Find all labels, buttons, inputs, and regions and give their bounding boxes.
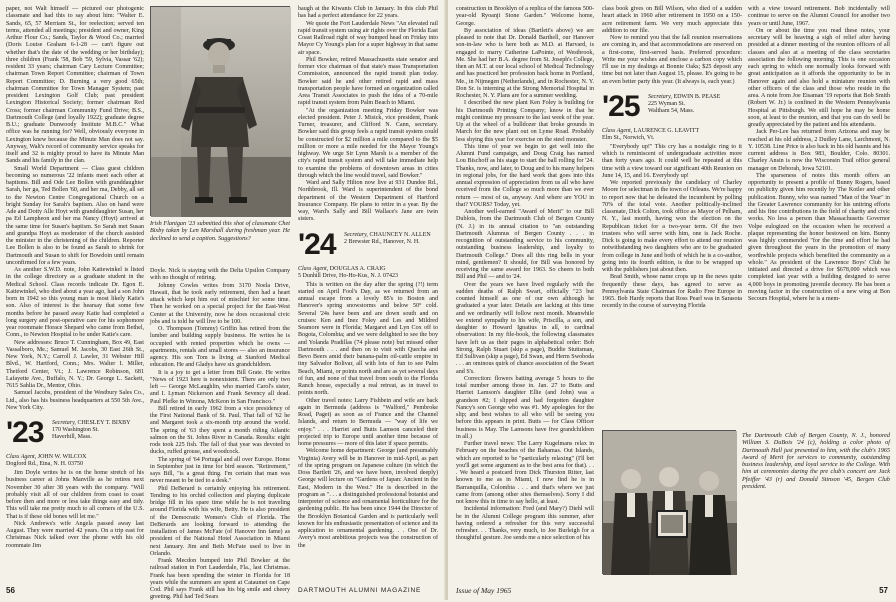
agent-address: Dogford Rd., Etna, N. H. 03750	[6, 461, 83, 467]
paragraph: This is written on the day after the spring (?!) term started on April Fool's Day, as we returned from an annual escape from a lovely 85's to Boston and Hanover's spring snowstorms and below 50° cold. Several '24s have been and are down south and on cruises: Ken and Inez Foley and Les and Mildred Seamore were in Florida; Margaret and Lyn Cox off to Bogota, Colombia; and we were delighted to see the boy and Yolanda Pradillas (74 please note) but missed other Dartmouth . . . and then on to visit with Quecha and Bevo Beers amid their banana-palm oil-cattle empire in tiny Salvador Bolivar, all with lots of fun to see Palm Beach, Miami, or points north and are as yet several days of fun, and none of that travel from south to the Florida Ranch house, especially a real retreat, as in travel to points north.	[298, 281, 438, 397]
running-head: DARTMOUTH ALUMNI MAGAZINE	[298, 587, 422, 594]
photo-caption-left: Irish Flanigan '23 submitted this shot of classmate Chet Bixby taken by Len Marshall during freshman year. He declined to send a caption. Suggestions?	[150, 220, 290, 242]
paragraph: By association of ideas (Bartlett's above) we are pleased to note that Dr. Donald Barthell, our Hanover son-in-law who is here both as M.D. at Harvard, is engaged to marry Catherine LaPointe, of Westbrook, Me. She had her B.A. degree from St. Joseph's College, then an M.T. at our local school of Medical Technology and has practiced her profession back home in Portland, Me., in Nijmegen (Netherlands), and in Rochester, N. Y. Don Sr. is interning at the Strong Memorial Hospital in Rochester, N. Y. Plans are for a summer wedding.	[456, 27, 594, 99]
photo-award-of-merit	[602, 430, 736, 574]
paragraph: Phil Bowker, retired Massachusetts state senator and former vice chairman of that state's mass Transportation Commission, announced the rapid transit plan today. Bowker said he and other retired rapid and mass transportation people have formed an organization called Area Transit Associates to push the idea of a 70-mile rapid transit system from Palm Beach to Miami.	[298, 56, 438, 107]
page-number-left: 56	[6, 586, 15, 595]
paragraph: with a view toward retirement. Bob incidentally will continue to serve on the Alumni Council for another two years or until June, 1967.	[748, 6, 890, 27]
secretary-name: EDWIN B. PEASE	[673, 93, 721, 100]
agent-label: Class Agent,	[6, 454, 37, 460]
paragraph: The sparseness of notes this month offers an opportunity to present a profile of Bunny Rogers, based on publicity given him recently by The Kotler and other publication. Bunny, who was named "Man of the Year" in the Greater Lawrence community for his untiring efforts and his fine contributions in the field of charity and civic works. No less a person than Massachusetts Governor Volpe eulogized on the occasion when he received a plaque representing the honor bestowed on him. Bunny was highly commended "for the time and effort he had given throughout the years in the promotion of many worthwhile projects which benefited the community as a whole." As president of the Lawrence Boys' Club he initiated and directed a drive for $678,000 which was completed last year with a building designed to serve 4,000 boys in promoting juvenile decency. He has been a moving factor in the construction of a new wing at Bon Secours Hospital, where he is a mem-	[748, 172, 890, 302]
issue-date: Issue of May 1965	[456, 586, 512, 595]
paragraph: The spring of '64 Portugal and all over Europe. Home in September just in time for bird season. "Retirement," says Bill, "is a great thing. I'm certain that man was never meant to be tied to a desk."	[150, 456, 290, 485]
paragraph: Ward and Sally Hilton now live at 931 Dundee Rd., Northbrook, Ill. Ward is superintendent of the bond department of the Western Department of Hartford Insurance Company. He plans to retire in a year. By the way, Ward's Sally and Bill Wallace's Jane are twin sisters.	[298, 180, 438, 223]
class-agent	[602, 128, 742, 142]
right-column-2	[602, 6, 742, 426]
class-secretary	[52, 420, 131, 441]
secretary-label: Secretary,	[648, 93, 672, 100]
agent-name: LAURENCE G. LEAVITT	[633, 127, 700, 134]
paragraph: Frank Mecdon bumped into Phil Bowker at the railroad station in Fort Lauderdale, Fla., last Christmas. Frank has been spending the winter in Florida for 18 years while the summers are spent at Cataumet on Cape Cod. Phil says Frank still has his big smile and cheery greeting. Phil had Ted Sears	[150, 558, 290, 601]
class-heading-1923	[6, 418, 144, 452]
paragraph: paper, not Walt himself — pictured our photogenic classmate and had this to say about him: "Walter E. Sands, 65, 57 Merriam St., for reelection; served ten terms, attended all meetings; president and owner, King Arthur Flour Co.; Sands, Taylor & Wood Co.; married (Doris Louise Graham 6-1-28 — can't figure out whether that's the date of the wedding or her birthday); three children (Frank '58, Bob '59, Sylvia, Vassar '62); resident 33 years; chairman Cary Lecture Committee; chairman Town Report Committee; chairman of Town Report Committee; D. Burning a very good 65th; chairman Committee for Town Manager System; past president Lexington Golf Club; past president Lexington Historical Society; former chairman Red Cross; former chairman Community Fund Drive; B.S., Dartmouth College (and loyally 1922); graduate degree B.U.; graduate Dunwoody Institute M.B.C." What office was he running for? Well, obviously everyone in Lexington knew because the Minute Man does not say. Anyway, Walt's record of community service speaks for itself and 32 is mighty proud to have its Minute Man Sands and his family in the clan.	[6, 6, 144, 165]
agent-address: Elm St., Norwich, Vt.	[602, 134, 655, 141]
paragraph: Further travel news: The Larry Kugelmans relax in February on the beaches of the Bahamas. Out Islands, which are reported to be "particularly relaxing" (I'll bet you'll get some argument as to the best area for that). . . . We heard a postcard from Dick Thurston Ritter, last known to me as in Miami, I now find he is in Barranquilla, Colombia . . . and that's where we just came from (among other sites themselves). Sorry I did not know this in time to say hello, at least.	[456, 441, 594, 505]
paragraph: Jim Doyle writes he is on the home stretch of his business career at Johns Manville as he retires next November 30 after 38 years with the company. "Will probably visit all of our children from coast to coast before then and more or less take things easy and tidy. This will take me pretty much to all corners of the U.S. That is if these old bones will let me."	[6, 470, 144, 520]
paragraph: Another well-earned "Award of Merit" to our Bill Dublois, from the Dartmouth Club of Bergen County (N. J.) in its annual citation to "an outstanding Dartmouth Alumnus of Bergen County . . . in recognition of outstanding service to his community, outstanding business leadership, and loyalty to Dartmouth College." Does all this ring bells in your mind, gentlemen? It should, for Bill was honored by receiving the same award for 1963. So cheers to both Bill and Phil — and to '24.	[456, 209, 594, 281]
photo-image	[151, 7, 291, 217]
paragraph: Jack Per-Lee has returned from Arizona and may be reached at his old address, 2 Dudley Lane, Larchmont, N. Y. 10538. Line Price is also back in his old haunts and his current address is Box 983, Boulder, Colo. 80301. Charley Ansin is now the Wisconsin Trail office general manager on Deborah, Iowa 52101.	[748, 129, 890, 172]
paragraph: Brad Smith, whose name crops up in the news quite frequently these days, has agreed to serve as Pennsylvania State Chairman for Radio Free Europe in 1965. Bob Hardy reports that Ross Pearl was in Sarasota recently in the course of surveying Florida	[602, 274, 742, 310]
paragraph: I described the new plant Ken Foley is building for his Dartmouth Printing Company; know in that he might continue my pressure to the last week of the year. Up at the wheel of a bulldozer that broke grounds in March for the new plant out on Lyme Road. Probably less shying this year for exercise on the steel monster.	[456, 100, 594, 143]
paragraph: Other travel notes: Larry Fishbein and wife are back again in Bermuda (address is "Walford," Pembroke Road, Paget) as soon as of France and the Channel Islands, and return to Bermuda — "way of life we enjoy." . . . Harriet and Butts Lamson canceled their projected trip to Europe until another time because of home pressures — more of this later if space permits.	[298, 397, 438, 447]
paragraph: Samuel Jacobs, president of the Westbury Sales Co., Ltd., also has his business headquarters at 550 5th Ave., New York City.	[6, 390, 144, 411]
paragraph: We quote the Fort Lauderdale News "An elevated rail rapid transit system using air rights over the Florida East Coast Railroad right of way bumped head on Friday into Mayor Cy Young's plan for a super highway in that same air space.	[298, 20, 438, 56]
paragraph: Johnny Cowles writes from 3170 Noela Drive, Hawaii, that he took early retirement, then had a heart attack which kept him out of mischief for some time. Then he worked on a special project for the East-West Center at the University, now he does occasional civic jobs and is told he will live to be 100.	[150, 282, 290, 325]
agent-label: Class Agent,	[602, 127, 633, 134]
paragraph: Incidental information: Fred (and Mary?) Diehl will be in the Alumni College program this summer, after having ordered a refresher for this very successful refresher. . . Thanks, very much, to Joe Burleigh for a thoughtful gesture. Joe sends me a nice selection of his	[456, 506, 594, 542]
class-heading-1925	[602, 89, 742, 126]
secretary-name: CHAUNCEY N. ALLEN	[369, 231, 431, 238]
paragraph: On or about the time you read these notes, your secretary will be heaving a sigh of relief after having presided at a dinner meeting of the reunion officers of all classes and also at a meeting of the class secretaries association the following morning. This is one occasion each spring to which one normally looks forward with great anticipation as it affords the opportunity to be in Hanover again and also hold a miniature reunion with other officers of the class and those who reside in the area. A note from Joe Eisaman '19 reports that Bob Smith (Robert W. Jr.) is confined in the Western Pennsylvania Hospital at Pittsburgh. We still hope he may be home soon, at least to the reunion, and that you can do well be greatly appreciated by the patient and his attendants.	[748, 27, 890, 128]
secretary-address-2: Haverhill, Mass.	[52, 434, 92, 440]
paragraph: Nick Andrews's wife Angela passed away last August. They were married 42 years. On a trip east for Christmas Nick talked over the phone with his old roommate Jim	[6, 520, 144, 549]
class-secretary	[344, 232, 431, 246]
paragraph: This time of year we begin to get well into the Alumni Fund campaign, and Doug Craig has named Lou Bischoff as his stage to start the ball rolling for '24. Thanks, now, and later, to Doug and to his many helpers in regional jobs, for the hard work that goes into this annual expression of appreciation from us all who have received from the College so much more than we ever return — most of us, anyway. And where are YOU in that? YOURS? Today, yet.	[456, 143, 594, 208]
secretary-address-1: 170 Washington St.	[52, 427, 99, 433]
paragraph: Small World Department — Class guest children becoming so numerous '22 infants meet each other at baptisms. Bill and Ode Lee Bollen with granddaughter Sarah, her ga, Ted Bollen '60, and her ma, Debby, all set to the Newton Centre Congregational Church on a bright Sunday for Sarah's baptism. Also on hand were Ade and Dotty Alle Hoyt with granddaughter Susan, her pa Ed Lampheon and her ma Nancy (Hoyt) arrived at the same time for Susan's baptism. So Sarah met Susan and grandpa Hoyt as moderator of the church assisted the minister in the christening of the children. Reporter Lee Bollen is also to be found as Sarah to shrink for Dartmouth and Susan to shift for Bowdoin until remain unconfirmed for a few years.	[6, 165, 144, 266]
agent-name: DOUGLAS A. CRAIG	[329, 265, 386, 272]
paragraph: It is a joy to get a letter from Bill Grate. He writes "News of 1923 here is nonexistent. There are only two left — George McLaughlin, who married Carol's sister, and I. Lyman Nickerson and Frank Sevency all dead. Paul Plefke in Winona, McKeon in San Francisco."	[150, 369, 290, 405]
right-column-3	[748, 6, 890, 426]
paragraph: We reported previously the candidacy of Charley Moore for selectman in the town of Orleans. We're happy to report now that he defeated the incumbent by polling 70% of the total vote. Another politically-inclined classmate, Dick Colton, took office as Mayor of Pelham, N. Y., last month, having won the election on the Republican ticket for a two-year term. Of the two trustees who will serve with him, one is Jack Roche. Dick is going to make every effort to attend our reunion notwithstanding two daughters who are to be graduated from college in June and both of which he is a co-author, going into its fourth edition, is due to be wrapped up with the publishers just about then.	[602, 180, 742, 273]
paragraph: Correction: flowers batting average 5 hours to the total number among those in. Jan. 27 to Butts and Harriet Lamson's daughter Ellie (and John) was a grandson #2; I slipped and had forgotten daughter Nancy's son George who was #1. My apologies for the slip; and best wishes to all who will be seeing you before this appears in print. Butts — for Class Officer business is May. The Lamsons have five grandchildren in all.)	[456, 375, 594, 440]
agent-address: 5 Dunhill Drive, Ho-Ho-Kus, N. J. 07423	[298, 272, 398, 279]
class-agent	[6, 454, 144, 468]
secretary-name: CHESLEY T. BIXBY	[77, 420, 131, 426]
class-year: '24	[298, 227, 336, 261]
photo-caption-right: The Dartmouth Club of Bergen County, N. J., honored William S. DuBois '24 (c), holding a color photo of Dartmouth Hall just presented to him, with the club's 1965 Award of Merit for services to community, outstanding business leadership, and loyal service to the College. With him at ceremonies during the pre club's concert are Jack Pfeiffer '43 (r) and Donald Stinson '45, Bergen Club president.	[742, 432, 890, 491]
secretary-label: Secretary,	[52, 420, 76, 426]
paragraph: O. Thompson (Tommy) Griffin has retired from the lumber and building supply business. He writes he is occupied with rented properties which he owns — apartments, rentals and small stores — also an insurance agency. His son Tom is living at Stanford Medical education. He and Gladys have six grandchildren.	[150, 326, 290, 369]
secretary-address-1: 225 Wyman St.	[648, 100, 686, 107]
agent-name: JOHN W. WILCOX	[37, 454, 87, 460]
paragraph: Welcome home department: George (and presumably Virginia) Avery will be in Hanover in mid-April, as part of the spring program on Japanese culture (in which the Doss Bartlett '26, and we have been, involved deeply) George will lecture on "Gardens of Japan: Ancient in the East, Modern in the West." He is described in the program as ". . . a distinguished professional botanist and interpreter of science and ornamental horticulture for the gardening public. He has been since 1944 the Director of the Brooklyn Botanical Garden and is particularly well known for his enthusiastic presentation of science and its application to ornamental gardening. . . One of Dr. Avery's most ambitious projects was the construction of the	[298, 448, 438, 549]
secretary-address-1: 2 Brewster Rd., Hanover, N. H.	[344, 238, 420, 245]
photo-image	[603, 431, 737, 575]
class-agent	[298, 266, 438, 280]
left-page	[0, 0, 446, 600]
paragraph: baugh at the Kiwanis Club in January. In this club Phil has had a perfect attendance for 22 years.	[298, 6, 438, 20]
right-page	[448, 0, 896, 600]
right-column-1	[456, 6, 594, 584]
paragraph: construction in Brooklyn of a replica of the famous 500-year-old Ryoanji Stone Garden." Welcome home, George.	[456, 6, 594, 27]
class-secretary	[648, 94, 720, 115]
left-column-2	[150, 268, 290, 601]
agent-label: Class Agent,	[298, 265, 329, 272]
left-column-1	[6, 6, 144, 584]
class-year: '23	[6, 416, 44, 449]
class-year: '25	[602, 89, 640, 123]
paragraph: New addresses: Bruce T. Cunningham, Box 49, East Vassalboro, Me.; Samuel M. Jacobs, 30 East 26th St., New York, N.Y.; Carroll J. Lawler, 31 Webster Hill Blvd., W. Hartford, Conn.; Mrs. Walter I. Miller, Thetford Center, Vt.; J. Lawrence Robinson, 681 Lafayette Ave., Buffalo, N. Y.; Dr. George L. Sackett, 7615 Sahlia Dr., Mentor, Ohio.	[6, 339, 144, 389]
secretary-address-2: Waltham 54, Mass.	[648, 107, 695, 114]
paragraph: Doyle. Nick is staying with the Delta Upsilon Company with no thought of retiring.	[150, 268, 290, 282]
left-column-3	[298, 6, 438, 584]
page-number-right: 57	[879, 586, 888, 595]
paragraph: Now to remind you that the fall reunion reservations are coming in, and that accommodations are reserved on a first-come, first-served basis. Preferred procedure: Write me your wishes and enclose a carbon copy which I'll use in my dealings at Bonnie Oaks; $25 deposit any time but not later than August 15, please. It's going to be an even better party this year. (It always is, each year.)	[602, 35, 742, 85]
paragraph: Bill retired in early 1962 from a vice presidency of the First National Bank of St. Paul. That fall of '62 he and Margaret took a six-month trip around the world. The spring of '63 they spent a month riding Atlantic salmon on the St. Johns River in Canada. Results: eight rods took 225 fish. The fall of that year was devoted to ducks, ruffed grouse, and woodcock.	[150, 405, 290, 456]
paragraph: class book gives on Bill Wilson, who died of a sudden heart attack in 1960 after retirement in 1950 on a 150-acre retirement farm. We very much appreciate this addition to our file.	[602, 6, 742, 34]
photo-chet-bixby	[150, 6, 290, 216]
paragraph: Phil DeBerard is certainly enjoying his retirement. Tending to his orchid collection and playing duplicate bridge fill in his spare time while he is not traveling around Florida with his wife, Betty. He is also president of the Democratic Women's Club of Florida. The DeBerards are looking forward to attending the installation of James McFate (of Hanover Inn fame) as president of the National Hotel Association in Miami next January. Jim and Beth McFate used to live in Orlando.	[150, 485, 290, 557]
class-heading-1924	[298, 227, 438, 264]
secretary-label: Secretary,	[344, 231, 368, 238]
paragraph: "Everybody up!" This cry has a nostalgic ring to it which is reminiscent of undergraduate activities more than forty years ago. It could well be repeated at this time with a view toward our significant 40th Reunion on June 14, 15, and 16. Everybody up!	[602, 143, 742, 179]
paragraph: "At the organization meeting Friday Bowker was elected president. Peter J. Misick, vice president, Frank Turner, treasurer, and Clifford N. Cann, secretary. Bowker said this group feels a rapid transit system could be constructed for $2 million a mile compared to the $5 million or more a mile needed for the Mayor Young's highway. We urge Sir Lynn Marsh is a member of the city's rapid transit system and will take immediate help to examine the problems of downtown areas in cities through which the line would travel, said Bowker."	[298, 107, 438, 179]
paragraph: As another S.W.D. note, John Kattewinkel is listed in the college directory as a graduate student in the Medical School. Class records indicate Dr. Egon E. Kattewinkel, who died about a year ago, had a son John born in 1942 so this young man is most likely Katie's son. Also of interest is the hearsay that some few months before he passed away Katie had completed a long surgery and post-operative care for his sophomore year roommate Horace Shepard who came from Bethel, Conn., to Newton Hospital to be under Katie's care.	[6, 267, 144, 339]
paragraph: Over the years we have lived regularly with the sudden deaths of Ralph Swart, officially "23 but counted himself as one of our own although he graduated a year later. Details are lacking at this time and we ordinarily will follow next month. Meanwhile we extend sympathy to his wife, Priscilla, a son, and daughter to Howard Ignatius in all, to cardinal observation: In my file-book, the following classmates have left us as their pages in alphabetical order: Bob Strong, Ralph Stuart (skip a page), Buddie Stuttsman, Ed Sullivan (skip a page), Ed Swan, and Herm Swoboda . . . an ominous quirk of chance association of the Swart and S's.	[456, 281, 594, 375]
